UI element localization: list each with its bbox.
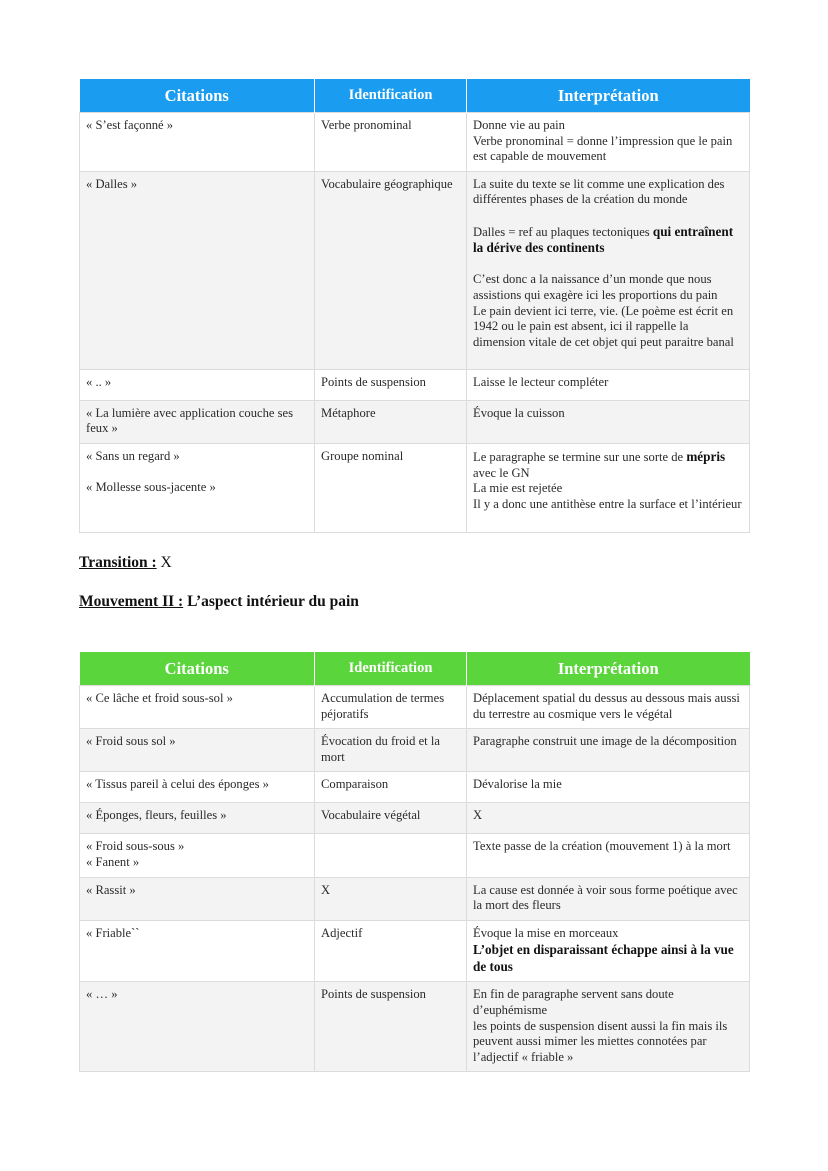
identification-cell [315,982,467,1072]
table-row [80,686,750,729]
interpretation-cell [467,443,750,532]
plain-text: Le paragraphe se termine sur une sorte de [473,449,687,464]
citation-cell [80,443,315,532]
identification-cell [315,772,467,803]
table-row [80,772,750,803]
citation-text: « Tissus pareil à celui des éponges » [86,777,269,792]
interpretation-cell [467,834,750,877]
table-row [80,729,750,772]
table-row [80,834,750,877]
interpretation-text: La mie est rejetée [473,481,563,496]
table-row [80,400,750,443]
interpretation-text: Paragraphe construit une image de la décomposition [473,734,737,749]
citation-cell [80,982,315,1072]
spacer [86,465,308,481]
identification-cell [315,369,467,400]
column-header-interpretation: Interprétation [467,652,750,686]
table-row [80,113,750,172]
citation-cell [80,877,315,920]
table-header-row [80,652,750,686]
citation-cell [80,686,315,729]
citation-text: « Éponges, fleurs, feuilles » [86,808,227,823]
identification-cell [315,113,467,172]
identification-cell [315,803,467,834]
citation-text: « Froid sous-sous » [86,839,185,854]
citation-cell [80,772,315,803]
mouvement-2-heading [79,593,359,611]
interpretation-cell [467,877,750,920]
interpretation-text: C’est donc a la naissance d’un monde que nous assistions qui exagère ici les proportions du pain [473,272,718,302]
identification-text: X [321,882,331,897]
transition-label: Transition : [79,554,157,571]
interpretation-text: les points de suspension disent aussi la fin mais ils peuvent aussi mimer les miettes connotées par l’adjectif « friable » [473,1018,728,1064]
citation-text: « … » [86,987,118,1002]
identification-cell [315,920,467,982]
interpretation-cell [467,113,750,172]
emphasis-text: L’objet en disparaissant échappe ainsi à la vue de tous [473,942,734,975]
interpretation-text: Évoque la mise en morceaux [473,925,619,940]
table-row [80,171,750,369]
identification-text: Comparaison [321,777,389,792]
interpretation-cell [467,369,750,400]
citation-text: « Mollesse sous-jacente » [86,480,216,495]
interpretation-cell [467,400,750,443]
identification-text: Verbe pronominal [321,118,412,132]
interpretation-cell [467,171,750,369]
column-header-citations: Citations [80,79,315,113]
interpretation-text [473,449,743,481]
mouvement-title: L’aspect intérieur du pain [183,593,359,610]
analysis-table-mouvement-1 [79,79,750,533]
identification-cell [315,729,467,772]
citation-text: « La lumière avec application couche ses feux » [86,405,294,436]
identification-text: Groupe nominal [321,448,404,463]
column-header-interpretation: Interprétation [467,79,750,113]
mouvement-label: Mouvement II : [79,593,184,610]
citation-text: « S’est façonné » [86,118,174,132]
citation-text: « Rassit » [86,882,136,897]
identification-text: Métaphore [321,405,376,420]
interpretation-text: Texte passe de la création (mouvement 1) à la mort [473,839,731,854]
table-row [80,877,750,920]
interpretation-text: En fin de paragraphe servent sans doute d’euphémisme [473,987,674,1017]
citation-text: « Dalles » [86,176,138,191]
column-header-identification: Identification [315,652,467,686]
interpretation-text: La suite du texte se lit comme une explication des différentes phases de la création du monde [473,176,725,207]
table-row [80,369,750,400]
identification-text: Accumulation de termes péjoratifs [321,691,445,721]
citation-text: « Froid sous sol » [86,734,176,749]
interpretation-text [473,224,743,257]
interpretation-cell [467,729,750,772]
identification-text: Vocabulaire géographique [321,176,453,191]
table-row [80,982,750,1072]
transition-value: X [156,554,172,571]
emphasis-text: mépris [686,448,726,464]
identification-cell [315,171,467,369]
citation-cell [80,729,315,772]
identification-cell [315,443,467,532]
column-header-citations: Citations [80,652,315,686]
identification-text: Points de suspension [321,987,426,1002]
table-header-row [80,79,750,113]
interpretation-text: Laisse le lecteur compléter [473,374,609,389]
interpretation-text: Donne vie au pain [473,118,565,132]
citation-text: « Fanent » [86,854,140,869]
interpretation-cell [467,686,750,729]
citation-cell [80,369,315,400]
citation-cell [80,834,315,877]
interpretation-text: Évoque la cuisson [473,405,565,420]
citation-cell [80,803,315,834]
column-header-identification: Identification [315,79,467,113]
identification-cell [315,877,467,920]
table-row [80,803,750,834]
spacer [473,208,743,224]
interpretation-text: Il y a donc une antithèse entre la surface et l’intérieur [473,496,742,511]
interpretation-cell [467,772,750,803]
identification-cell [315,686,467,729]
interpretation-cell [467,803,750,834]
table-row [80,443,750,532]
analysis-table-mouvement-2 [79,652,750,1072]
interpretation-text: X [473,808,483,823]
interpretation-text: La cause est donnée à voir sous forme poétique avec la mort des fleurs [473,882,738,913]
interpretation-text: Dévalorise la mie [473,777,562,792]
transition-heading [79,554,172,572]
citation-text: « Sans un regard » [86,448,180,463]
interpretation-text: Déplacement spatial du dessus au dessous mais aussi du terrestre au cosmique vers le végétal [473,691,740,721]
citation-text: « Ce lâche et froid sous-sol » [86,691,233,705]
identification-text: Vocabulaire végétal [321,808,421,823]
emphasis-text: qui entraînent la dérive des continents [473,223,734,256]
spacer [473,257,743,273]
identification-text: Points de suspension [321,374,426,389]
table-row [80,920,750,982]
interpretation-cell [467,920,750,982]
plain-text: Dalles = ref au plaques tectoniques [473,224,653,239]
interpretation-cell [467,982,750,1072]
citation-cell [80,171,315,369]
citation-cell [80,113,315,172]
identification-text: Évocation du froid et la mort [321,734,440,764]
interpretation-text: Le pain devient ici terre, vie. (Le poème est écrit en 1942 ou le pain est absent, ici il rappelle la dimension vitale de cet objet qui peut paraitre banal [473,303,734,349]
identification-text: Adjectif [321,925,363,940]
citation-text: « Friable`` [86,925,140,940]
citation-text: « .. » [86,374,112,389]
identification-cell [315,400,467,443]
citation-cell [80,400,315,443]
interpretation-text: Verbe pronominal = donne l’impression que le pain est capable de mouvement [473,133,733,164]
plain-text: avec le GN [473,465,530,480]
citation-cell [80,920,315,982]
identification-cell [315,834,467,877]
